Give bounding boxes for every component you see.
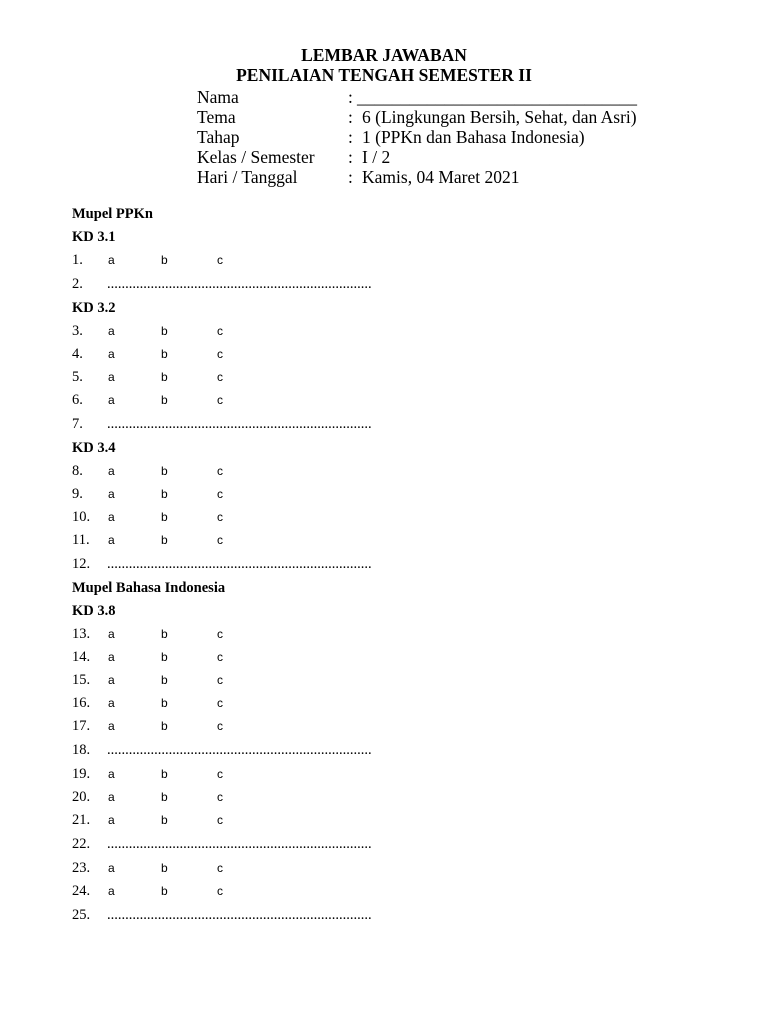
choice-question-row <box>72 249 692 272</box>
option-b: b <box>161 861 168 875</box>
question-number: 22. <box>72 836 91 852</box>
option-c: c <box>217 673 223 687</box>
choice-question-row <box>72 483 692 506</box>
option-a: a <box>108 790 115 804</box>
question-number: 19. <box>72 766 91 782</box>
option-b: b <box>161 696 168 710</box>
question-number: 21. <box>72 812 91 828</box>
option-b: b <box>161 650 168 664</box>
option-c: c <box>217 696 223 710</box>
essay-question-row <box>72 904 692 927</box>
option-c: c <box>217 790 223 804</box>
option-b: b <box>161 487 168 501</box>
option-c: c <box>217 627 223 641</box>
question-number: 9. <box>72 486 83 502</box>
choice-question-row <box>72 646 692 669</box>
question-number: 16. <box>72 695 91 711</box>
info-colon: : <box>348 167 353 187</box>
kd-heading: KD 3.2 <box>72 300 116 316</box>
question-number: 11. <box>72 532 90 548</box>
option-c: c <box>217 393 223 407</box>
option-c: c <box>217 650 223 664</box>
choice-question-row <box>72 809 692 832</box>
choice-question-row <box>72 343 692 366</box>
choice-question-row <box>72 763 692 786</box>
choice-question-row <box>72 669 692 692</box>
question-number: 8. <box>72 463 83 479</box>
choice-question-row <box>72 320 692 343</box>
info-row-nama <box>197 87 657 107</box>
info-label-hari-tanggal: Hari / Tanggal <box>197 167 298 187</box>
info-colon: : <box>348 87 353 107</box>
question-number: 10. <box>72 509 91 525</box>
question-number: 5. <box>72 369 83 385</box>
essay-answer-line: ......................................................................... <box>107 276 372 292</box>
option-b: b <box>161 370 168 384</box>
question-number: 4. <box>72 346 83 362</box>
option-a: a <box>108 767 115 781</box>
choice-question-row <box>72 389 692 412</box>
option-b: b <box>161 533 168 547</box>
option-a: a <box>108 370 115 384</box>
question-number: 25. <box>72 907 91 923</box>
option-b: b <box>161 464 168 478</box>
question-number: 14. <box>72 649 91 665</box>
subject-heading: Mupel PPKn <box>72 206 153 222</box>
choice-question-row <box>72 623 692 646</box>
essay-question-row <box>72 833 692 856</box>
option-b: b <box>161 719 168 733</box>
essay-question-row <box>72 273 692 296</box>
option-b: b <box>161 884 168 898</box>
option-b: b <box>161 324 168 338</box>
option-a: a <box>108 393 115 407</box>
answer-sheet <box>72 203 692 928</box>
option-a: a <box>108 813 115 827</box>
option-a: a <box>108 324 115 338</box>
choice-question-row <box>72 786 692 809</box>
option-a: a <box>108 464 115 478</box>
option-c: c <box>217 510 223 524</box>
kd-heading: KD 3.1 <box>72 229 116 245</box>
info-label-tahap: Tahap <box>197 127 240 147</box>
option-a: a <box>108 627 115 641</box>
info-row-tahap <box>197 127 657 147</box>
option-c: c <box>217 370 223 384</box>
choice-question-row <box>72 715 692 738</box>
option-b: b <box>161 393 168 407</box>
info-value-tema: 6 (Lingkungan Bersih, Sehat, dan Asri) <box>362 107 637 127</box>
option-c: c <box>217 861 223 875</box>
question-number: 20. <box>72 789 91 805</box>
info-value-hari-tanggal: Kamis, 04 Maret 2021 <box>362 167 520 187</box>
question-number: 15. <box>72 672 91 688</box>
question-number: 1. <box>72 252 83 268</box>
info-row-hari-tanggal <box>197 167 657 187</box>
question-number: 7. <box>72 416 83 432</box>
choice-question-row <box>72 460 692 483</box>
option-a: a <box>108 533 115 547</box>
document-subtitle: PENILAIAN TENGAH SEMESTER II <box>236 65 532 85</box>
option-b: b <box>161 673 168 687</box>
question-number: 6. <box>72 392 83 408</box>
info-colon: : <box>348 127 353 147</box>
option-b: b <box>161 510 168 524</box>
option-a: a <box>108 696 115 710</box>
option-b: b <box>161 253 168 267</box>
option-c: c <box>217 253 223 267</box>
info-label-tema: Tema <box>197 107 236 127</box>
kd-heading: KD 3.4 <box>72 440 116 456</box>
choice-question-row <box>72 506 692 529</box>
option-a: a <box>108 253 115 267</box>
option-c: c <box>217 487 223 501</box>
question-number: 13. <box>72 626 91 642</box>
option-c: c <box>217 464 223 478</box>
choice-question-row <box>72 692 692 715</box>
option-a: a <box>108 861 115 875</box>
info-colon: : <box>348 107 353 127</box>
option-b: b <box>161 767 168 781</box>
option-c: c <box>217 347 223 361</box>
option-a: a <box>108 510 115 524</box>
kd-heading: KD 3.8 <box>72 603 116 619</box>
info-label-nama: Nama <box>197 87 239 107</box>
essay-answer-line: ......................................................................... <box>107 836 372 852</box>
question-number: 18. <box>72 742 91 758</box>
essay-answer-line: ......................................................................... <box>107 416 372 432</box>
choice-question-row <box>72 880 692 903</box>
option-b: b <box>161 813 168 827</box>
document-title: LEMBAR JAWABAN <box>301 45 467 65</box>
essay-question-row <box>72 413 692 436</box>
option-a: a <box>108 487 115 501</box>
choice-question-row <box>72 529 692 552</box>
option-b: b <box>161 347 168 361</box>
info-row-kelas-semester <box>197 147 657 167</box>
option-b: b <box>161 627 168 641</box>
choice-question-row <box>72 857 692 880</box>
question-number: 12. <box>72 556 91 572</box>
option-c: c <box>217 719 223 733</box>
option-a: a <box>108 673 115 687</box>
option-c: c <box>217 767 223 781</box>
question-number: 23. <box>72 860 91 876</box>
option-c: c <box>217 533 223 547</box>
info-label-kelas-semester: Kelas / Semester <box>197 147 315 167</box>
option-b: b <box>161 790 168 804</box>
option-a: a <box>108 650 115 664</box>
question-number: 17. <box>72 718 91 734</box>
essay-question-row <box>72 739 692 762</box>
student-info-block <box>197 87 657 187</box>
info-value-kelas-semester: I / 2 <box>362 147 391 167</box>
essay-answer-line: ......................................................................... <box>107 556 372 572</box>
essay-answer-line: ......................................................................... <box>107 907 372 923</box>
subject-heading: Mupel Bahasa Indonesia <box>72 580 226 596</box>
question-number: 3. <box>72 323 83 339</box>
option-c: c <box>217 813 223 827</box>
option-a: a <box>108 884 115 898</box>
info-row-tema <box>197 107 657 127</box>
info-colon: : <box>348 147 353 167</box>
option-c: c <box>217 884 223 898</box>
question-number: 24. <box>72 883 91 899</box>
essay-answer-line: ......................................................................... <box>107 742 372 758</box>
name-blank-line: ________________________________ <box>357 87 637 107</box>
essay-question-row <box>72 553 692 576</box>
option-a: a <box>108 719 115 733</box>
question-number: 2. <box>72 276 83 292</box>
choice-question-row <box>72 366 692 389</box>
option-a: a <box>108 347 115 361</box>
info-value-tahap: 1 (PPKn dan Bahasa Indonesia) <box>362 127 585 147</box>
option-c: c <box>217 324 223 338</box>
